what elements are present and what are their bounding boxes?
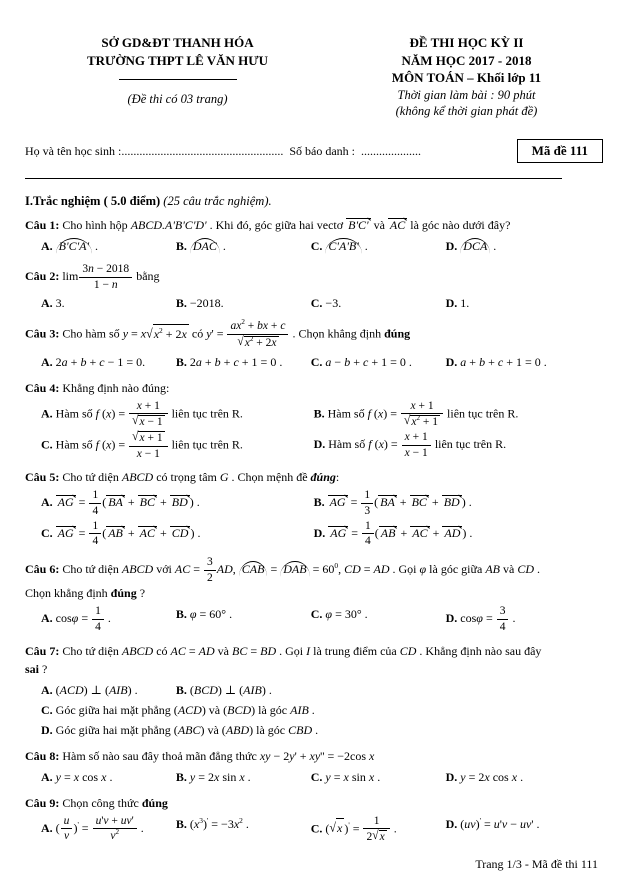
option-C: C. Hàm số f (x) = $\frac{√x + 1}{x - 1}$ liên tục trên R. — [41, 430, 243, 460]
vector-overline: AC — [139, 525, 156, 540]
time-limit: Thời gian làm bài : 90 phút — [397, 87, 536, 102]
option-key: A. — [41, 611, 56, 626]
vector-overline: AB — [108, 525, 123, 540]
question-text-continued: Chọn khẳng định đúng ? — [25, 586, 146, 601]
option-C: C. (√x )' = $\frac{1}{2√x}$ . — [310, 814, 397, 844]
option-A: A. 3. — [41, 296, 65, 311]
question-label: Câu 4: — [25, 380, 63, 395]
angle-arc: DCA — [460, 238, 490, 254]
exam-code-box: Mã đề 111 — [517, 139, 603, 163]
vector-overline: AC — [389, 218, 406, 233]
school-name: TRƯỜNG THPT LÊ VĂN HƯU — [86, 52, 269, 68]
option-A: A. ( $\frac{u}{v}$ )' = $\frac{u'v + uv'}{v^2}$ . — [41, 814, 144, 843]
fraction: $\frac{3}{2}$ — [203, 556, 217, 584]
question-label: Câu 5: — [25, 470, 63, 485]
question-text: Câu 6: Cho tứ diện ABCD với AC = $\frac{3}{2}$ AD, CAB = DAB = $60^0$, CD = AD . Gọi φ là góc giữa AB và CD . — [25, 556, 540, 584]
option-key: D. — [445, 239, 461, 254]
question-label: Câu 6: — [25, 561, 63, 576]
sqrt-expression: $√x^2 + 2x$ — [146, 325, 187, 341]
option-key: D. — [445, 296, 461, 311]
option-key: C. — [310, 769, 326, 784]
option-key: A. — [41, 769, 56, 784]
option-key: D. — [445, 816, 461, 831]
option-C: C. Góc giữa hai mặt phẳng (ACD) và (BCD) là góc AIB . — [41, 702, 315, 717]
question-text: Câu 4: Khẳng định nào đúng: — [25, 380, 170, 395]
footer-page-label: Trang 1/3 - Mã đề thi 111 — [475, 857, 598, 871]
option-D: D. cosφ = $\frac{3}{4}$ . — [445, 605, 516, 633]
option-D: D. DCA . — [445, 239, 497, 254]
header-right — [330, 34, 603, 119]
option-key: D. — [313, 436, 329, 451]
options-row — [25, 352, 603, 372]
fraction: $\frac{3n - 2018}{1 - n}$ — [78, 263, 133, 291]
question-text: Câu 2: lim $\frac{3n - 2018}{1 - n}$ bằng — [25, 263, 160, 291]
option-key: C. — [310, 296, 326, 311]
fraction: $\frac{1}{4}$ — [88, 489, 102, 517]
fraction: $\frac{1}{4}$ — [361, 520, 375, 548]
question-label: Câu 1: — [25, 218, 63, 233]
option-key: A. — [41, 820, 56, 835]
options-row — [25, 814, 603, 845]
vector-overline: BD — [443, 495, 460, 510]
fraction: $\frac{1}{2√x}$ — [362, 815, 390, 844]
option-B: B. Hàm số f (x) = $\frac{x + 1}{√x^2 + 1}$ liên tục trên R. — [313, 399, 519, 429]
header-left — [25, 34, 330, 119]
question-text: Câu 5: Cho tứ diện ABCD có trọng tâm G . Chọn mệnh đề đúng: — [25, 470, 340, 485]
option-key: C. — [41, 525, 56, 540]
fraction: $\frac{x + 1}{x - 1}$ — [401, 431, 432, 459]
question-label: Câu 8: — [25, 748, 63, 763]
options-row — [25, 767, 603, 787]
option-C: C. y = x sin x . — [310, 769, 381, 784]
fraction: $\frac{x + 1}{√x - 1}$ — [128, 400, 168, 429]
option-B: B. −2018. — [175, 296, 224, 311]
header-divider — [25, 178, 562, 179]
option-key: C. — [310, 239, 326, 254]
option-A: A. AG = $\frac{1}{4}$ ( BA + BC + BD ) . — [41, 489, 200, 518]
question-8 — [25, 747, 603, 787]
vector-overline: AC — [412, 525, 428, 540]
vector-overline: AG — [330, 525, 347, 540]
candidate-number-label: Số báo danh : — [289, 143, 355, 158]
option-C: C. −3. — [310, 296, 342, 311]
option-key: B. — [175, 607, 190, 622]
option-D: D. Góc giữa hai mặt phẳng (ABC) và (ABD) là góc CBD . — [41, 722, 319, 737]
option-C: C. a − b + c + 1 = 0 . — [310, 354, 412, 369]
section-title-bold: I.Trắc nghiệm ( 5.0 điểm) — [25, 194, 161, 209]
option-key: D. — [41, 722, 56, 737]
fraction: $\frac{3}{4}$ — [496, 605, 510, 633]
question-text: Câu 8: Hàm số nào sau đây thoả mãn đẳng thức xy − 2y' + xy'' = −2cos x — [25, 748, 375, 763]
option-B: B. $(x^3)' = -3x^2$ . — [175, 815, 249, 831]
vector-overline: AG — [57, 525, 74, 540]
option-key: C. — [310, 354, 326, 369]
option-key: B. — [175, 354, 190, 369]
option-B: B. AG = $\frac{1}{3}$ ( BA + BC + BD ) . — [313, 489, 472, 518]
vector-overline: AB — [380, 525, 396, 540]
option-key: C. — [41, 437, 56, 452]
option-key: A. — [41, 296, 56, 311]
option-A: A. Hàm số f (x) = $\frac{x + 1}{√x - 1}$ liên tục trên R. — [41, 399, 243, 429]
student-name-dots: ...................................................... — [121, 143, 284, 158]
fraction: $\frac{1}{4}$ — [91, 605, 105, 633]
option-D: D. Hàm số f (x) = $\frac{x + 1}{x - 1}$ liên tục trên R. — [313, 431, 507, 459]
sqrt-expression: √x − 1 — [132, 414, 163, 429]
question-text: Câu 3: Cho hàm số $y = x√x^2 + 2x$ có y' = $\frac{ax^2 + bx + c}{√x^2 + 2x}$ . Chọn khẳng định đúng — [25, 318, 411, 350]
option-B: B. (BCD) ⊥ (AIB) . — [175, 682, 272, 697]
option-key: D. — [445, 354, 461, 369]
option-key: C. — [310, 821, 326, 836]
options-row — [25, 680, 603, 740]
options-row — [25, 399, 603, 462]
vector-overline: CD — [171, 525, 189, 540]
option-D: D. (uv)' = u'v − uv' . — [445, 815, 540, 831]
question-9 — [25, 794, 603, 845]
option-key: A. — [41, 406, 56, 421]
option-key: C. — [310, 607, 326, 622]
question-text-continued: sai ? — [25, 661, 48, 676]
vector-overline: B'C' — [348, 218, 369, 233]
question-6 — [25, 556, 603, 635]
candidate-number-dots: .................... — [361, 143, 421, 158]
option-key: B. — [175, 769, 190, 784]
question-label: Câu 7: — [25, 643, 63, 658]
option-key: B. — [175, 296, 190, 311]
option-key: A. — [41, 682, 56, 697]
sqrt-expression: √x — [372, 829, 385, 844]
option-A: A. 2a + b + c − 1 = 0. — [41, 354, 146, 369]
student-info-row — [25, 139, 603, 163]
question-2 — [25, 263, 603, 313]
options-row — [25, 236, 603, 256]
subject-grade: MÔN TOÁN – Khối lớp 11 — [391, 70, 542, 86]
question-text: Câu 7: Cho tứ diện ABCD có AC = AD và BC = BD . Gọi I là trung điểm của CD . Khẳng định nào sau đây — [25, 643, 542, 658]
option-D: D. 1. — [445, 296, 470, 311]
option-B: B. φ = 60° . — [175, 607, 233, 622]
sqrt-expression: √x + 1 — [132, 430, 163, 445]
option-C: C. AG = $\frac{1}{4}$ ( AB + AC + CD ) . — [41, 519, 201, 548]
section-title — [25, 194, 603, 209]
fraction: $\frac{u}{v}$ — [60, 815, 74, 843]
sqrt-expression: $√x^2 + 1$ — [404, 414, 439, 429]
option-A: A. y = x cos x . — [41, 769, 113, 784]
option-D: D. a + b + c + 1 = 0 . — [445, 354, 547, 369]
question-text: Câu 1: Cho hình hộp ABCD.A'B'C'D' . Khi đó, góc giữa hai vectơ B'C' và AC là góc nào dưới đây? — [25, 218, 511, 233]
options-row — [25, 293, 603, 313]
angle-arc: C'A'B' — [325, 238, 361, 254]
exam-title: ĐỀ THI HỌC KỲ II — [409, 35, 524, 50]
option-key: C. — [41, 702, 56, 717]
question-label: Câu 2: — [25, 269, 63, 284]
option-key: A. — [41, 495, 56, 510]
vector-overline: AG — [329, 495, 346, 510]
question-label: Câu 3: — [25, 326, 63, 341]
questions — [25, 216, 603, 845]
option-B: B. y = 2x sin x . — [175, 769, 251, 784]
option-key: A. — [41, 354, 56, 369]
option-key: B. — [313, 406, 328, 421]
options-row — [25, 604, 603, 634]
option-B: B. 2a + b + c + 1 = 0 . — [175, 354, 283, 369]
time-note: (không kể thời gian phát đề) — [395, 103, 538, 118]
section-title-italic: (25 câu trắc nghiệm). — [160, 194, 272, 209]
option-A: A. B'C'A' . — [41, 239, 99, 254]
option-key: D. — [445, 611, 461, 626]
sqrt-expression: $√x^2 + 2x$ — [237, 335, 277, 350]
option-key: B. — [313, 495, 328, 510]
option-key: D. — [445, 769, 461, 784]
school-year: NĂM HỌC 2017 - 2018 — [401, 52, 532, 68]
question-7 — [25, 642, 603, 740]
vector-overline: BA — [380, 495, 395, 510]
option-key: B. — [175, 682, 190, 697]
vector-overline: BA — [108, 495, 123, 510]
option-D: D. y = 2x cos x . — [445, 769, 524, 784]
question-5 — [25, 468, 603, 549]
question-3 — [25, 320, 603, 371]
option-D: D. AG = $\frac{1}{4}$ ( AB + AC + AD ) . — [313, 519, 473, 548]
vector-overline: BC — [411, 495, 427, 510]
fraction: $\frac{u'v + uv'}{v^2}$ — [92, 815, 138, 843]
fraction: $\frac{√x + 1}{x - 1}$ — [128, 431, 168, 460]
option-key: A. — [41, 239, 56, 254]
student-name-label: Họ và tên học sinh : — [25, 143, 122, 158]
sqrt-expression: √x — [329, 819, 343, 836]
angle-arc: DAB — [280, 561, 309, 577]
option-A: A. (ACD) ⊥ (AIB) . — [41, 682, 138, 697]
vector-overline: AD — [444, 525, 461, 540]
question-text: Câu 9: Chọn công thức đúng — [25, 795, 168, 810]
header — [25, 34, 603, 119]
angle-arc: DAC — [190, 238, 220, 254]
vector-overline: BC — [139, 495, 156, 510]
option-key: B. — [175, 239, 190, 254]
fraction: $\frac{x + 1}{√x^2 + 1}$ — [400, 400, 444, 429]
vector-overline: BD — [171, 495, 188, 510]
department-name: SỞ GD&ĐT THANH HÓA — [101, 35, 254, 50]
option-B: B. DAC . — [175, 239, 226, 254]
header-underline — [119, 79, 237, 80]
fraction: $\frac{ax^2 + bx + c}{√x^2 + 2x}$ — [226, 320, 289, 349]
exam-pages-note: (Đề thi có 03 trang) — [127, 92, 228, 107]
question-4 — [25, 379, 603, 462]
question-1 — [25, 216, 603, 256]
option-A: A. cosφ = $\frac{1}{4}$ . — [41, 605, 111, 633]
fraction: $\frac{1}{4}$ — [88, 520, 102, 548]
fraction: $\frac{1}{3}$ — [360, 489, 374, 517]
option-C: C. φ = 30° . — [310, 607, 368, 622]
angle-arc: B'C'A' — [56, 238, 92, 254]
option-C: C. C'A'B' . — [310, 239, 368, 254]
option-key: B. — [175, 816, 190, 831]
question-label: Câu 9: — [25, 795, 63, 810]
option-key: D. — [313, 525, 329, 540]
vector-overline: AG — [57, 495, 74, 510]
angle-arc: CAB — [239, 561, 268, 577]
options-row — [25, 488, 603, 549]
